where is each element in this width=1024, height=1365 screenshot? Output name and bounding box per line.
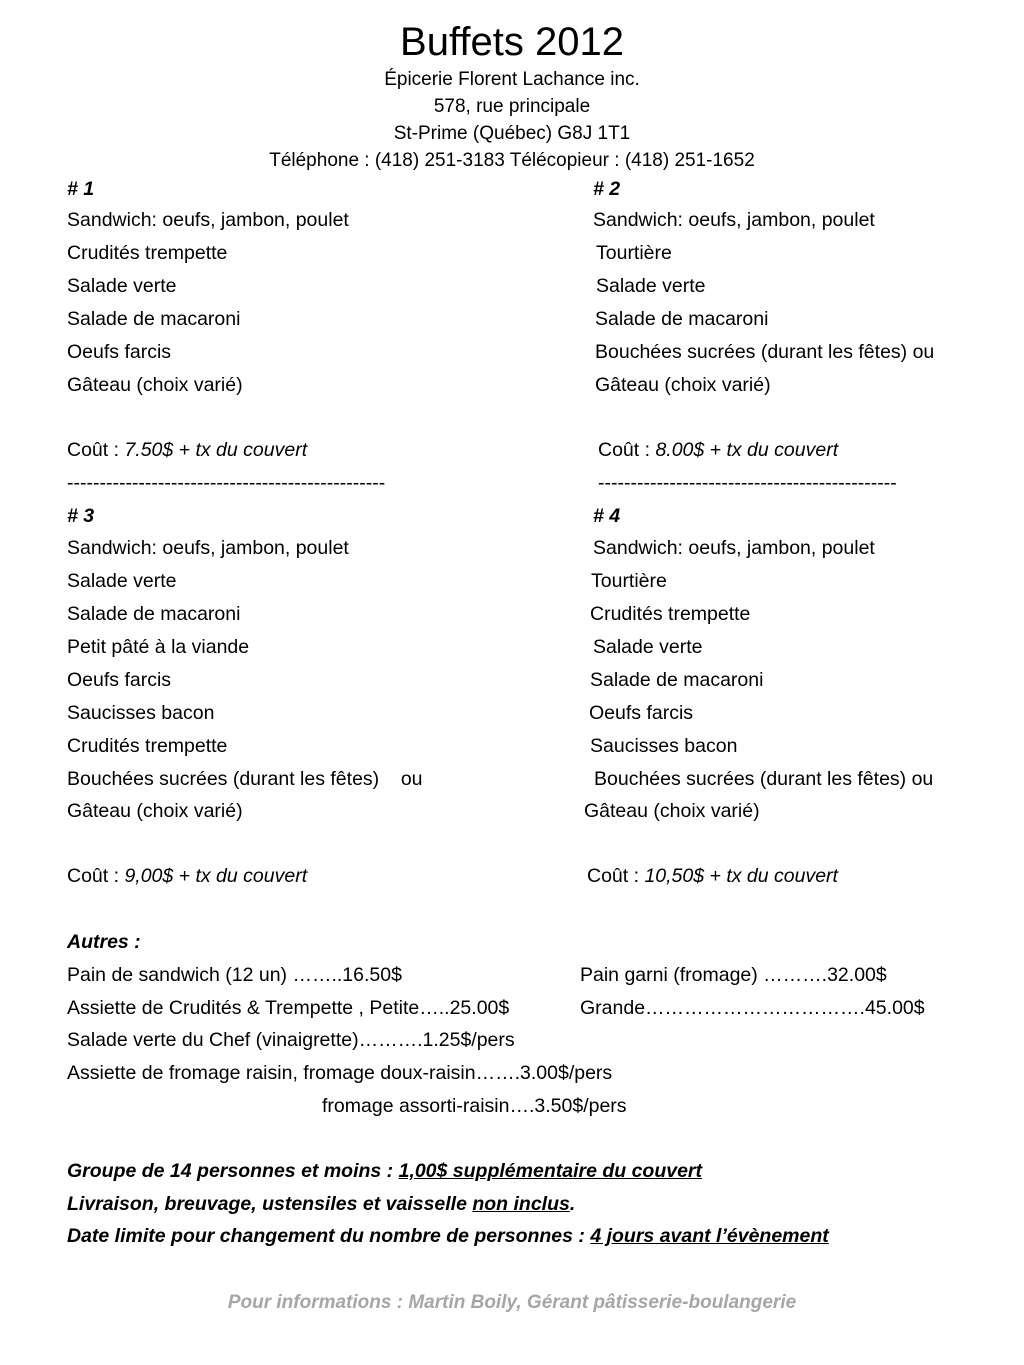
note-livraison <box>67 1191 575 1217</box>
menu-1-number: # 1 <box>67 178 95 200</box>
autres-fromage-raisin: Assiette de fromage raisin, fromage doux-raisin…….3.00$/pers <box>67 1062 613 1084</box>
menu-4-item: Saucisses bacon <box>590 735 738 757</box>
menu-1-item: Sandwich: oeufs, jambon, poulet <box>67 209 349 231</box>
note-groupe-emphasis: 1,00$ supplémentaire du couvert <box>398 1160 703 1182</box>
phone-fax: Téléphone : (418) 251-3183 Télécopieur : (418) 251-1652 <box>269 150 755 171</box>
menu-4-item: Oeufs farcis <box>589 702 694 724</box>
autres-crudites-petite: Assiette de Crudités & Trempette , Petite…..25.00$ <box>67 997 510 1019</box>
menu-2-item: Tourtière <box>596 242 672 264</box>
company-name: Épicerie Florent Lachance inc. <box>384 69 640 90</box>
note-livraison-end: . <box>569 1193 576 1215</box>
menu-2-item: Salade verte <box>596 275 706 297</box>
menu-3-cost-label: Coût : <box>67 865 120 887</box>
autres-pain-sandwich: Pain de sandwich (12 un) ……..16.50$ <box>67 964 402 986</box>
note-groupe-text: Groupe de 14 personnes et moins : <box>67 1160 399 1182</box>
menu-4-item: Sandwich: oeufs, jambon, poulet <box>593 537 875 559</box>
city-address: St-Prime (Québec) G8J 1T1 <box>393 123 631 144</box>
menu-2-item: Bouchées sucrées (durant les fêtes) ou <box>595 341 935 363</box>
menu-1-item: Crudités trempette <box>67 242 228 264</box>
footer-contact: Pour informations : Martin Boily, Gérant pâtisserie-boulangerie <box>227 1292 797 1313</box>
note-livraison-emphasis: non inclus <box>472 1193 570 1215</box>
document-header <box>0 18 1024 174</box>
menu-4-cost <box>587 863 838 889</box>
menu-3-number: # 3 <box>67 505 95 527</box>
menu-1-item: Salade de macaroni <box>67 308 241 330</box>
autres-pain-garni: Pain garni (fromage) ……….32.00$ <box>580 964 887 986</box>
autres-heading: Autres : <box>67 931 141 953</box>
menu-3-cost-value: 9,00$ + tx du couvert <box>124 865 308 887</box>
menu-3-cost <box>67 863 307 889</box>
menu-3-item: Salade verte <box>67 570 177 592</box>
menu-1-cost-value: 7.50$ + tx du couvert <box>124 439 308 461</box>
menu-4-item: Salade de macaroni <box>590 669 764 691</box>
menu-3-item: Bouchées sucrées (durant les fêtes) ou <box>67 768 423 790</box>
menu-3-item: Saucisses bacon <box>67 702 215 724</box>
menu-2-separator: ---------------------------------------------- <box>598 472 897 494</box>
menu-1-item: Gâteau (choix varié) <box>67 374 243 396</box>
menu-4-item: Gâteau (choix varié) <box>584 800 760 822</box>
note-date-text: Date limite pour changement du nombre de personnes : <box>67 1225 591 1247</box>
note-date-limite <box>67 1223 829 1249</box>
menu-1-item: Oeufs farcis <box>67 341 172 363</box>
street-address: 578, rue principale <box>433 96 591 117</box>
menu-2-cost-value: 8.00$ + tx du couvert <box>655 439 839 461</box>
menu-4-item: Tourtière <box>591 570 667 592</box>
menu-4-item: Bouchées sucrées (durant les fêtes) ou <box>594 768 934 790</box>
menu-1-separator: ------------------------------------------------- <box>67 472 386 494</box>
menu-2-number: # 2 <box>593 178 621 200</box>
menu-1-cost-label: Coût : <box>67 439 120 461</box>
menu-4-cost-value: 10,50$ + tx du couvert <box>644 865 838 887</box>
menu-3-item: Petit pâté à la viande <box>67 636 250 658</box>
menu-1-cost <box>67 437 307 463</box>
page-title: Buffets 2012 <box>400 20 624 64</box>
menu-3-item: Oeufs farcis <box>67 669 172 691</box>
menu-4-cost-label: Coût : <box>587 865 640 887</box>
menu-4-item: Crudités trempette <box>590 603 751 625</box>
menu-2-item: Gâteau (choix varié) <box>595 374 771 396</box>
autres-salade-chef: Salade verte du Chef (vinaigrette)……….1.25$/pers <box>67 1029 515 1051</box>
menu-3-item: Salade de macaroni <box>67 603 241 625</box>
menu-2-item: Sandwich: oeufs, jambon, poulet <box>593 209 875 231</box>
menu-3-item: Sandwich: oeufs, jambon, poulet <box>67 537 349 559</box>
menu-2-cost <box>598 437 838 463</box>
menu-4-item: Salade verte <box>593 636 703 658</box>
autres-fromage-assorti: fromage assorti-raisin….3.50$/pers <box>322 1095 627 1117</box>
menu-3-item: Crudités trempette <box>67 735 228 757</box>
menu-4-number: # 4 <box>593 505 621 527</box>
note-groupe <box>67 1158 702 1184</box>
note-date-emphasis: 4 jours avant l’évènement <box>590 1225 829 1247</box>
menu-2-cost-label: Coût : <box>598 439 651 461</box>
note-livraison-text: Livraison, breuvage, ustensiles et vaisselle <box>67 1193 473 1215</box>
autres-crudites-grande: Grande…………………………….45.00$ <box>580 997 925 1019</box>
menu-1-item: Salade verte <box>67 275 177 297</box>
menu-2-item: Salade de macaroni <box>595 308 769 330</box>
menu-3-item: Gâteau (choix varié) <box>67 800 243 822</box>
